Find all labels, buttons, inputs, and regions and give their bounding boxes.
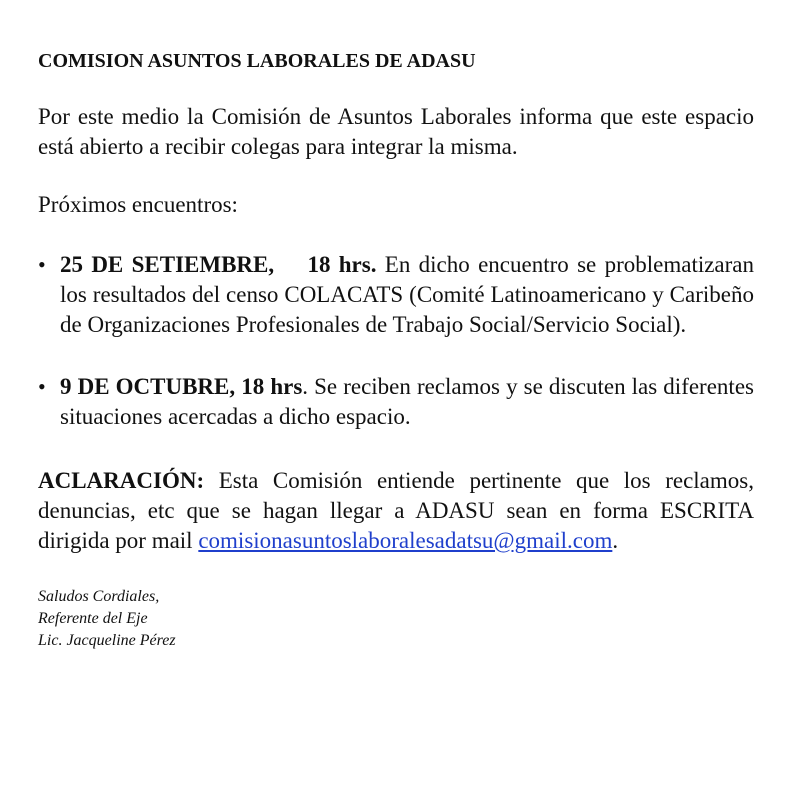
aclaracion-label: ACLARACIÓN: xyxy=(38,468,205,493)
bullet-icon: • xyxy=(38,252,46,277)
meetings-list xyxy=(38,250,754,432)
aclaracion-paragraph xyxy=(38,466,754,556)
bullet-icon: • xyxy=(38,374,46,399)
meeting-description: En dicho encuentro se problematizaran los resultados del censo COLACATS (Comité Latinoamericano y Caribeño de Organizaciones Profesionales de Trabajo Social/Servicio Social). xyxy=(60,252,755,337)
meeting-time: 18 hrs. xyxy=(307,252,377,277)
document-page xyxy=(38,48,754,652)
meeting-date: 25 DE SETIEMBRE, xyxy=(60,252,275,277)
email-link[interactable]: comisionasuntoslaboralesadatsu@gmail.com xyxy=(198,528,613,553)
aclaracion-text: Esta Comisión entiende pertinente que los reclamos, denuncias, etc que se hagan llegar a ADASU sean en forma ESCRITA dirigida por mail xyxy=(38,468,754,553)
intro-paragraph: Por este medio la Comisión de Asuntos Laborales informa que este espacio está abierto a recibir colegas para integrar la misma. xyxy=(38,104,754,159)
meeting-date: 9 DE OCTUBRE, 18 hrs xyxy=(60,374,303,399)
signature-name: Lic. Jacqueline Pérez xyxy=(38,632,176,649)
signature-greeting: Saludos Cordiales, xyxy=(38,588,160,605)
next-meetings-label: Próximos encuentros: xyxy=(38,192,238,217)
meeting-item-2 xyxy=(38,372,754,432)
document-heading: COMISION ASUNTOS LABORALES DE ADASU xyxy=(38,50,476,72)
meeting-item-1 xyxy=(38,250,754,340)
signature-role: Referente del Eje xyxy=(38,610,148,627)
meeting-description: . Se reciben reclamos y se discuten las diferentes situaciones acercadas a dicho espacio. xyxy=(60,374,754,429)
aclaracion-end: . xyxy=(612,528,619,553)
signature-block xyxy=(38,586,754,652)
